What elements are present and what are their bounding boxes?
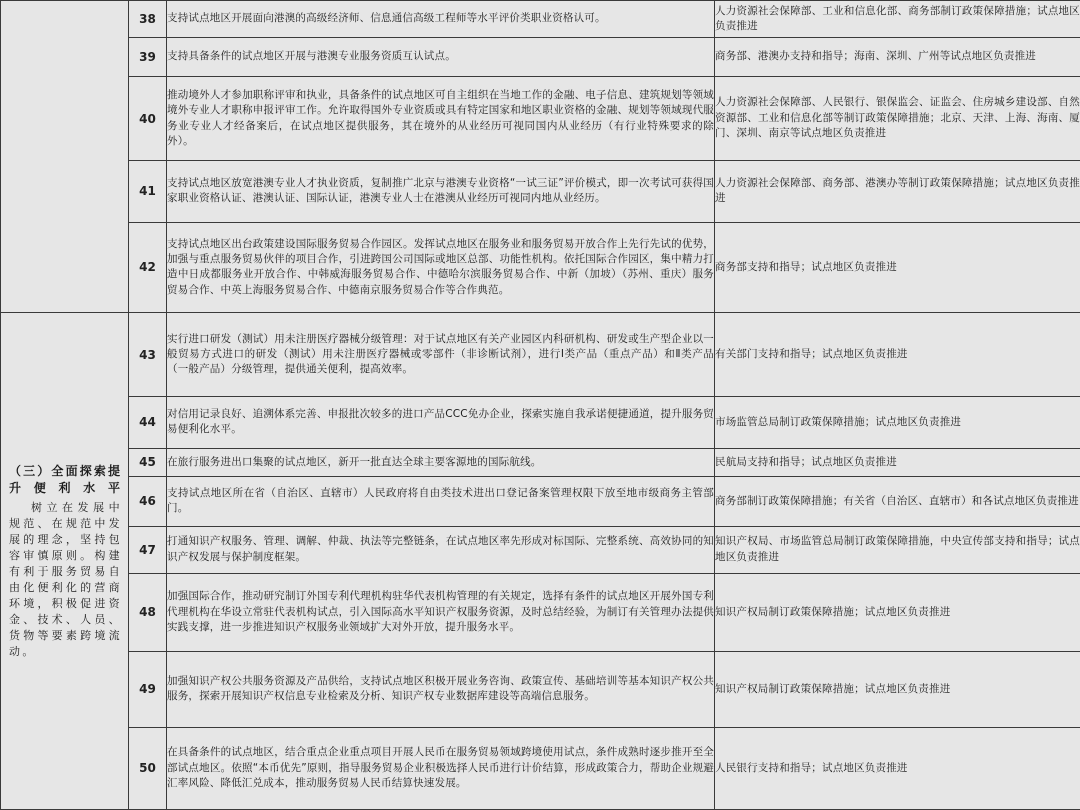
table-row (1, 526, 1080, 573)
table-row (1, 313, 1080, 397)
table-row (1, 477, 1080, 526)
row-description: 打通知识产权服务、管理、调解、仲裁、执法等完整链条，在试点地区率先形成对标国际、完整系统、高效协同的知识产权发展与保护制度框架。 (167, 526, 715, 573)
row-departments: 知识产权局制订政策保障措施；试点地区负责推进 (715, 573, 1080, 651)
row-number: 45 (129, 448, 167, 477)
table-row (1, 161, 1080, 223)
row-description: 支持试点地区放宽港澳专业人才执业资质，复制推广北京与港澳专业资格“一试三证”评价模式，即一次考试可获得国家职业资格认证、港澳认证、国际认证，港澳专业人士在港澳从业经历可视同内地从业经历。 (167, 161, 715, 223)
row-departments: 人力资源社会保障部、工业和信息化部、商务部制订政策保障措施；试点地区负责推进 (715, 1, 1080, 38)
table-row (1, 397, 1080, 448)
row-departments: 有关部门支持和指导；试点地区负责推进 (715, 313, 1080, 397)
row-number: 50 (129, 727, 167, 809)
row-departments: 人力资源社会保障部、商务部、港澳办等制订政策保障措施；试点地区负责推进 (715, 161, 1080, 223)
table-row (1, 76, 1080, 160)
row-description: 在旅行服务进出口集聚的试点地区，新开一批直达全球主要客源地的国际航线。 (167, 448, 715, 477)
row-number: 49 (129, 651, 167, 727)
category-description: 树立在发展中规范、在规范中发展的理念，坚持包容审慎原则。构建有利于服务贸易自由化便利化的营商环境，积极促进资金、技术、人员、货物等要素跨境流动。 (9, 501, 122, 659)
row-departments: 人民银行支持和指导；试点地区负责推进 (715, 727, 1080, 809)
row-departments: 商务部制订政策保障措施；有关省（自治区、直辖市）和各试点地区负责推进 (715, 477, 1080, 526)
row-number: 39 (129, 37, 167, 76)
table-row (1, 651, 1080, 727)
row-departments: 人力资源社会保障部、人民银行、银保监会、证监会、住房城乡建设部、自然资源部、工业和信息化部等制订政策保障措施；北京、天津、上海、海南、厦门、深圳、南京等试点地区负责推进 (715, 76, 1080, 160)
row-description: 支持试点地区出台政策建设国际服务贸易合作园区。发挥试点地区在服务业和服务贸易开放合作上先行先试的优势，加强与重点服务贸易伙伴的项目合作，引进跨国公司国际或地区总部、功能性机构。依托国际合作园区，集中精力打造中日成都服务业开放合作、中韩威海服务贸易合作、中德哈尔滨服务贸易合作、中新（加坡）（苏州、重庆）服务贸易合作、中英上海服务贸易合作、中德南京服务贸易合作等合作典范。 (167, 222, 715, 312)
row-number: 40 (129, 76, 167, 160)
row-description: 加强国际合作，推动研究制订外国专利代理机构驻华代表机构管理的有关规定，选择有条件的试点地区开展外国专利代理机构在华设立常驻代表机构试点，引入国际高水平知识产权服务资源，及时总结经验，为制订有关管理办法提供实践支撑，进一步推进知识产权服务业领域扩大对外开放，提升服务水平。 (167, 573, 715, 651)
row-departments: 知识产权局制订政策保障措施；试点地区负责推进 (715, 651, 1080, 727)
category-cell (1, 313, 129, 810)
row-number: 46 (129, 477, 167, 526)
row-number: 41 (129, 161, 167, 223)
row-number: 43 (129, 313, 167, 397)
category-heading: （三）全面探索提升便利水平 (9, 464, 122, 496)
table-row (1, 222, 1080, 312)
table-row (1, 573, 1080, 651)
row-number: 44 (129, 397, 167, 448)
row-description: 支持试点地区开展面向港澳的高级经济师、信息通信高级工程师等水平评价类职业资格认可。 (167, 1, 715, 38)
row-description: 在具备条件的试点地区，结合重点企业重点项目开展人民币在服务贸易领域跨境使用试点，条件成熟时逐步推开至全部试点地区。依照“本币优先”原则，指导服务贸易企业积极选择人民币进行计价结算，形成政策合力，帮助企业规避汇率风险、降低汇兑成本，推动服务贸易人民币结算快速发展。 (167, 727, 715, 809)
row-description: 加强知识产权公共服务资源及产品供给，支持试点地区积极开展业务咨询、政策宣传、基础培训等基本知识产权公共服务，探索开展知识产权信息专业检索及分析、知识产权专业数据库建设等高端信息服务。 (167, 651, 715, 727)
row-number: 47 (129, 526, 167, 573)
row-number: 48 (129, 573, 167, 651)
row-number: 38 (129, 1, 167, 38)
table-row (1, 448, 1080, 477)
row-departments: 商务部、港澳办支持和指导；海南、深圳、广州等试点地区负责推进 (715, 37, 1080, 76)
table-row (1, 1, 1080, 38)
category-box (1, 463, 128, 660)
row-description: 支持试点地区所在省（自治区、直辖市）人民政府将自由类技术进出口登记备案管理权限下放至地市级商务主管部门。 (167, 477, 715, 526)
table-row (1, 727, 1080, 809)
row-description: 推动境外人才参加职称评审和执业，具备条件的试点地区可自主组织在当地工作的金融、电子信息、建筑规划等领域境外专业人才职称申报评审工作。允许取得国外专业资质或具有特定国家和地区职业资格的金融、规划等领域现代服务业专业人才经备案后，在试点地区提供服务，其在境外的从业经历可视同国内从业经历（有行业特殊要求的除外）。 (167, 76, 715, 160)
row-departments: 市场监管总局制订政策保障措施；试点地区负责推进 (715, 397, 1080, 448)
row-description: 支持具备条件的试点地区开展与港澳专业服务资质互认试点。 (167, 37, 715, 76)
row-departments: 商务部支持和指导；试点地区负责推进 (715, 222, 1080, 312)
row-number: 42 (129, 222, 167, 312)
row-description: 实行进口研发（测试）用未注册医疗器械分级管理：对于试点地区有关产业园区内科研机构、研发或生产型企业以一般贸易方式进口的研发（测试）用未注册医疗器械或零部件（非诊断试剂），进行Ⅰ类产品（重点产品）和Ⅱ类产品（一般产品）分级管理，提供通关便利，提高效率。 (167, 313, 715, 397)
row-departments: 民航局支持和指导；试点地区负责推进 (715, 448, 1080, 477)
row-departments: 知识产权局、市场监管总局制订政策保障措施，中央宣传部支持和指导；试点地区负责推进 (715, 526, 1080, 573)
category-cell-previous (1, 1, 129, 313)
table-row (1, 37, 1080, 76)
row-description: 对信用记录良好、追溯体系完善、申报批次较多的进口产品CCC免办企业，探索实施自我承诺便捷通道，提升服务贸易便利化水平。 (167, 397, 715, 448)
